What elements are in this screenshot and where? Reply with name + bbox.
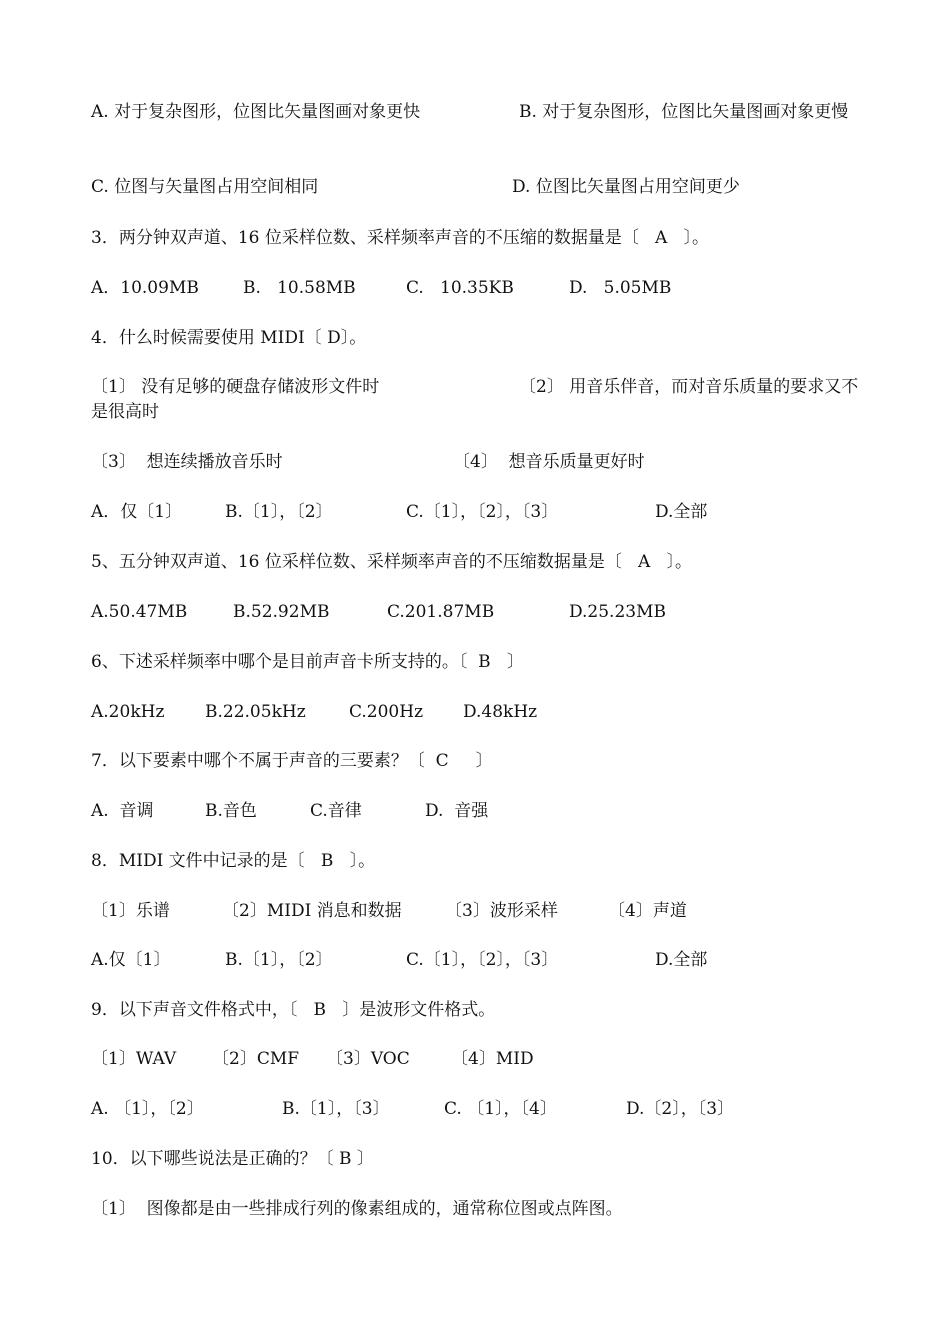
q4-statement-1: 〔1〕 没有足够的硬盘存储波形文件时 (91, 377, 380, 397)
q4-stem: 4．什么时候需要使用 MIDI〔 D〕。 (91, 328, 367, 348)
q10-stem: 10．以下哪些说法是正确的？〔 B 〕 (91, 1149, 374, 1169)
q9-option-b: B.〔1〕，〔3〕 (282, 1099, 390, 1119)
q4-option-a: A．仅〔1〕 (91, 502, 183, 522)
q7-stem: 7．以下要素中哪个不属于声音的三要素？〔 C 〕 (91, 751, 493, 771)
q8-option-b: B.〔1〕，〔2〕 (225, 950, 333, 970)
q8-statement-1: 〔1〕乐谱 (91, 901, 170, 921)
q2-option-a: A. 对于复杂图形，位图比矢量图画对象更快 (91, 102, 421, 122)
q2-option-c: C. 位图与矢量图占用空间相同 (91, 177, 319, 197)
q9-stem: 9．以下声音文件格式中，〔 B 〕是波形文件格式。 (91, 1000, 496, 1020)
q3-option-d: D. 5.05MB (569, 278, 672, 298)
q7-option-c: C.音律 (310, 801, 362, 821)
q4-statement-4: 〔4〕 想音乐质量更好时 (453, 452, 645, 472)
q4-statement-2: 〔2〕 用音乐伴音，而对音乐质量的要求又不是很高时 (91, 377, 859, 422)
q9-option-d: D.〔2〕，〔3〕 (626, 1099, 735, 1119)
q8-option-d: D.全部 (655, 950, 708, 970)
q7-option-b: B.音色 (205, 801, 257, 821)
q6-option-d: D.48kHz (463, 702, 538, 722)
q8-option-a: A.仅〔1〕 (91, 950, 171, 970)
q5-option-a: A.50.47MB (91, 602, 188, 622)
q5-option-d: D.25.23MB (569, 602, 666, 622)
q2-option-b: B. 对于复杂图形，位图比矢量图画对象更慢 (519, 102, 849, 122)
q6-option-c: C.200Hz (349, 702, 424, 722)
q3-option-c: C. 10.35KB (406, 278, 514, 298)
q2-option-d: D. 位图比矢量图占用空间更少 (512, 177, 740, 197)
q3-option-b: B. 10.58MB (243, 278, 356, 298)
q9-statement-3: 〔3〕VOC (326, 1049, 410, 1069)
q5-option-c: C.201.87MB (387, 602, 495, 622)
q3-option-a: A．10.09MB (91, 278, 199, 298)
q6-stem: 6、下述采样频率中哪个是目前声音卡所支持的。〔 B 〕 (91, 652, 524, 672)
q10-statement-1: 〔1〕 图像都是由一些排成行列的像素组成的，通常称位图或点阵图。 (91, 1199, 623, 1219)
q2-options-ab (91, 100, 866, 125)
q5-stem: 5、五分钟双声道、16 位采样位数、采样频率声音的不压缩数据量是〔 A 〕。 (91, 552, 693, 572)
q9-statement-1: 〔1〕WAV (91, 1049, 177, 1069)
q6-option-b: B.22.05kHz (205, 702, 306, 722)
q7-option-d: D. 音强 (425, 801, 489, 821)
q8-stem: 8．MIDI 文件中记录的是〔 B 〕。 (91, 851, 376, 871)
q8-statement-4: 〔4〕声道 (608, 901, 687, 921)
q7-option-a: A. 音调 (91, 801, 154, 821)
q9-statement-2: 〔2〕CMF (212, 1049, 300, 1069)
q4-statements-12 (91, 375, 866, 425)
q4-option-d: D.全部 (655, 502, 708, 522)
q8-statement-3: 〔3〕波形采样 (445, 901, 558, 921)
q4-option-b: B.〔1〕，〔2〕 (225, 502, 333, 522)
q9-option-a: A. 〔1〕，〔2〕 (91, 1099, 204, 1119)
q9-option-c: C. 〔1〕，〔4〕 (444, 1099, 557, 1119)
q3-stem: 3．两分钟双声道、16 位采样位数、采样频率声音的不压缩的数据量是〔 A 〕。 (91, 228, 710, 248)
q9-statement-4: 〔4〕MID (451, 1049, 534, 1069)
q4-option-c: C.〔1〕，〔2〕，〔3〕 (406, 502, 559, 522)
q6-option-a: A.20kHz (91, 702, 165, 722)
q8-statement-2: 〔2〕MIDI 消息和数据 (222, 901, 402, 921)
q5-option-b: B.52.92MB (233, 602, 330, 622)
q8-option-c: C.〔1〕，〔2〕，〔3〕 (406, 950, 559, 970)
q4-statement-3: 〔3〕 想连续播放音乐时 (91, 452, 283, 472)
